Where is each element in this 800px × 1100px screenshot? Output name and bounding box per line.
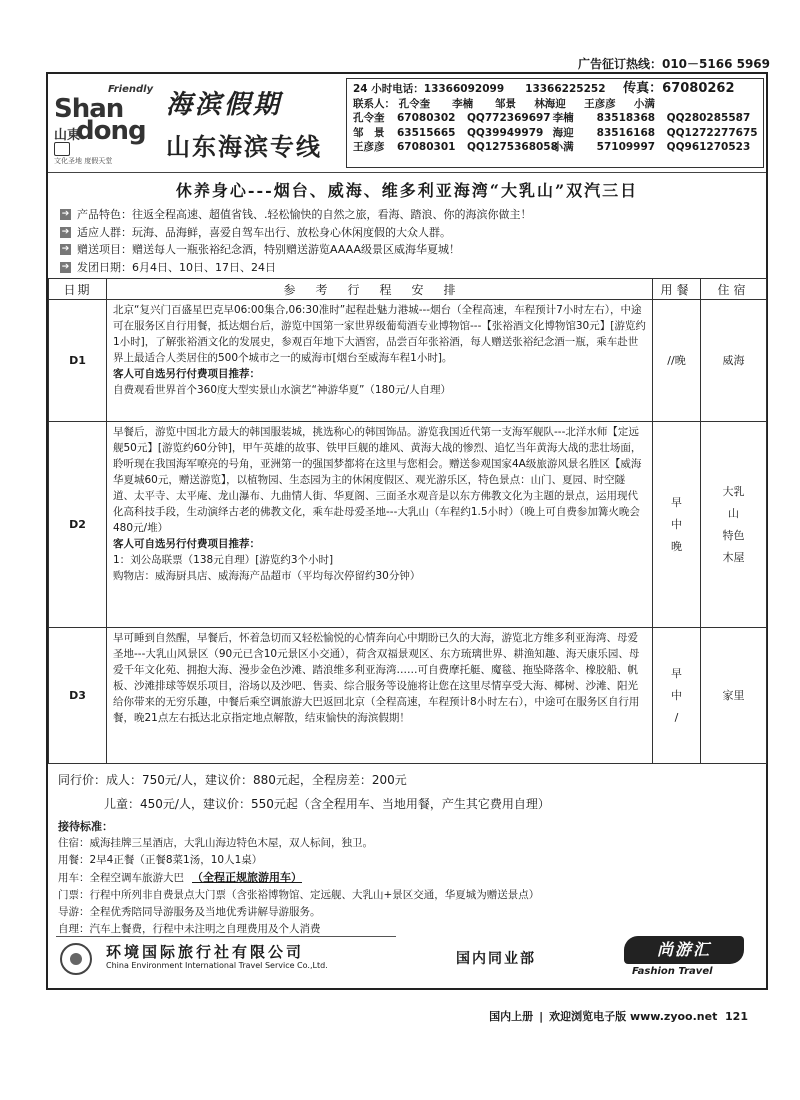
- agency-name-en: China Environment International Travel Service Co.,Ltd.: [106, 961, 328, 970]
- agency-logo-icon: [60, 943, 92, 975]
- header: [48, 74, 766, 173]
- table-row: [49, 628, 767, 764]
- col-plan: 参考行程安排: [107, 279, 653, 300]
- brand-title-top: 海滨假期: [166, 90, 283, 120]
- standard-lodging: 住宿：威海挂牌三星酒店，大乳山海边特色木屋，双人标间，独卫。: [58, 837, 373, 849]
- domestic-dept: 国内同业部: [456, 951, 536, 967]
- feature-item: ➔ 发团日期：6月4日、10日、17日、24日: [61, 260, 276, 274]
- standard-vehicle: 用车：全程空调车旅游大巴 （全程正规旅游用车）: [58, 871, 302, 884]
- ad-frame: [46, 72, 768, 990]
- col-meal: 用餐: [653, 279, 701, 300]
- footer-website[interactable]: 欢迎浏览电子版 www.zyoo.net: [549, 1010, 718, 1023]
- day-label: D3: [49, 628, 107, 764]
- logo-slogan: 文化圣地 度假天堂: [54, 157, 113, 165]
- logo-friendly: Friendly: [108, 84, 154, 95]
- feature-item: ➔ 适应人群：玩海、品海鲜，喜爱自驾车出行、放松身心休闲度假的大众人群。: [61, 225, 451, 239]
- meal-cell: 早 中 /: [653, 628, 701, 764]
- service-standards: [58, 818, 758, 938]
- contact-row: 王彦彦 67080301 QQ1275368058 小满 57109997 QQ961270523: [353, 141, 751, 153]
- logo-shan: Shan: [54, 94, 124, 124]
- ad-hotline: 广告征订热线：010－5166 5969: [577, 57, 770, 71]
- stay-cell: 大乳 山 特色 木屋: [701, 422, 767, 628]
- feature-item: ➔ 产品特色：往返全程高速、超值省钱、.轻松愉快的自然之旅，看海、踏浪、你的海滨你做主！: [61, 208, 532, 221]
- day-label: D2: [49, 422, 107, 628]
- meal-cell: //晚: [653, 300, 701, 422]
- page-footer: 国内上册 | 欢迎浏览电子版 www.zyoo.net 121: [489, 1010, 748, 1023]
- agency-banner: [56, 936, 396, 985]
- fax-line: 传真：67080262: [623, 81, 735, 96]
- standard-self: 自理：汽车上餐费，行程中未注明之自理费用及个人消费: [58, 923, 321, 935]
- arrow-icon: ➔: [61, 244, 70, 255]
- trip-title: 休养身心---烟台、威海、维多利亚海湾“大乳山”双汽三日: [175, 181, 639, 200]
- table-row: [49, 422, 767, 628]
- col-date: 日期: [49, 279, 107, 300]
- brand-title: [166, 84, 344, 168]
- shandong-logo: [54, 84, 162, 168]
- contact-people: 联系人： 孔令奎 李楠 邹景 林海迎 王彦彦 小满: [353, 97, 655, 110]
- contact-row: 孔令奎 67080302 QQ772369697 李楠 83518368 QQ280285587: [353, 112, 751, 124]
- logo-dong: dong: [76, 116, 146, 146]
- fashion-logo-cn: 尚游汇: [624, 936, 744, 964]
- day-description: 早餐后，游览中国北方最大的韩国服装城，挑选称心的韩国饰品。游览我国近代第一支海军舰队---北洋水师【定远舰50元】[游览约60分钟]，甲午英雄的故事、铁甲巨舰的雄风、黄海大战的惨烈、追忆当年黄海大战的悲壮场面，聆听现在我国海军嘹亮的号角，亚洲第一的强国梦都将在这里与您相会。赠送参观国家4A级旅游风景名胜区【威海华夏城60元，赠送游览】，以植物园、生态园为主的休闲度假区、观光游乐区，特色景点：山门、夏园、时空隧道、太平寺、太平庵、龙山瀑布、九曲情人街、华夏阁、三面圣水观音是以东方佛教文化为主题的景点，运用现代化高科技手段，生动演绎古老的佛教文化，乘车赴母爱圣地---大乳山（车程约1.5小时）（晚上可自费参加篝火晚会480元/堆） 客人可自选另行付费项目推荐： 1：刘公岛联票（138元自理）[游览约3个小时] 购物店：威海厨具店、威海海产品超市（平均每次停留约30分钟）: [107, 422, 653, 628]
- fashion-logo-en: Fashion Travel: [632, 966, 713, 977]
- logo-cn: 山東: [54, 128, 81, 143]
- table-header-row: [49, 279, 767, 300]
- day-description: 早可睡到自然醒，早餐后，怀着急切而又轻松愉悦的心情奔向心中期盼已久的大海，游览北方维多利亚海湾、母爱圣地---大乳山风景区（90元已含10元景区小交通），荷含双福景观区、东方琉璃世界、耕渔知趣、海天康乐园、母爱千年文化苑、拥抱大海、漫步金色沙滩、踏浪维多利亚海湾……可自费摩托艇、魔毯、拖坠降落伞、橡胶船、帆板、沙滩排球等娱乐项目，浴场以及沙吧、售卖、综合服务等设施将让您在这里尽情享受大海、椰树、沙滩、阳光给你带来的无穷乐趣，中餐后乘空调旅游大巴返回北京（全程高速，车程预计8小时左右），中途可在服务区自行用餐，晚21点左右抵达北京指定地点解散，结束愉快的海滨假期！: [107, 628, 653, 764]
- day-label: D1: [49, 300, 107, 422]
- standard-tickets: 门票：行程中所列非自费景点大门票（含张裕博物馆、定远舰、大乳山+景区交通，华夏城为赠送景点）: [58, 889, 540, 901]
- contact-row: 邹 景 63515665 QQ39949979 海迎 83516168 QQ1272277675: [353, 126, 758, 139]
- day-description: 北京“复兴门百盛星巴克早06:00集合,06:30准时”起程赴魅力港城---烟台（全程高速，车程预计7小时左右），中途可在服务区自行用餐，抵达烟台后，游览中国第一家世界级葡萄酒专业博物馆---【张裕酒文化博物馆30元】[游览约1小时]，了解张裕酒文化的发展史，参观百年地下大酒窖，品尝百年张裕酒，每人赠送张裕纪念酒一瓶，乘车赴世界上最适合人类居住的500个城市之一的威海市[烟台至威海车程1小时]。 客人可自选另行付费项目推荐： 自费观看世界首个360度大型实景山水演艺“神游华夏”（180元/人自理）: [107, 300, 653, 422]
- col-stay: 住宿: [701, 279, 767, 300]
- child-price: 儿童：450元/人，建议价：550元起（含全程用车、当地用餐，产生其它费用自理）: [104, 797, 550, 811]
- footer-section: 国内上册: [489, 1010, 534, 1023]
- page-number: 121: [725, 1010, 748, 1023]
- contact-box: [346, 78, 764, 168]
- standard-guide: 导游：全程优秀陪同导游服务及当地优秀讲解导游服务。: [58, 906, 321, 918]
- phone-line: 24 小时电话：13366092099 13366225252: [353, 83, 606, 95]
- agency-name: 环境国际旅行社有限公司: [106, 943, 305, 961]
- meal-cell: 早 中 晚: [653, 422, 701, 628]
- itinerary-table: [48, 278, 767, 764]
- stay-cell: 家里: [701, 628, 767, 764]
- arrow-icon: ➔: [61, 209, 70, 220]
- adult-price: 同行价：成人：750元/人，建议价：880元起，全程房差：200元: [58, 773, 407, 787]
- arrow-icon: ➔: [61, 261, 70, 272]
- feature-item: ➔ 赠送项目：赠送每人一瓶张裕纪念酒，特别赠送游览AAAA级景区威海华夏城！: [61, 243, 461, 256]
- seal-icon: [54, 142, 70, 156]
- stay-cell: 威海: [701, 300, 767, 422]
- feature-list: [60, 206, 760, 276]
- fashion-travel-logo: [624, 936, 756, 982]
- price-block: [58, 768, 758, 816]
- arrow-icon: ➔: [61, 226, 70, 237]
- table-row: [49, 300, 767, 422]
- standard-meals: 用餐：2早4正餐（正餐8菜1汤，10人1桌）: [58, 854, 263, 866]
- standards-header: 接待标准：: [58, 820, 113, 833]
- brand-title-bottom: 山东海滨专线: [166, 133, 322, 161]
